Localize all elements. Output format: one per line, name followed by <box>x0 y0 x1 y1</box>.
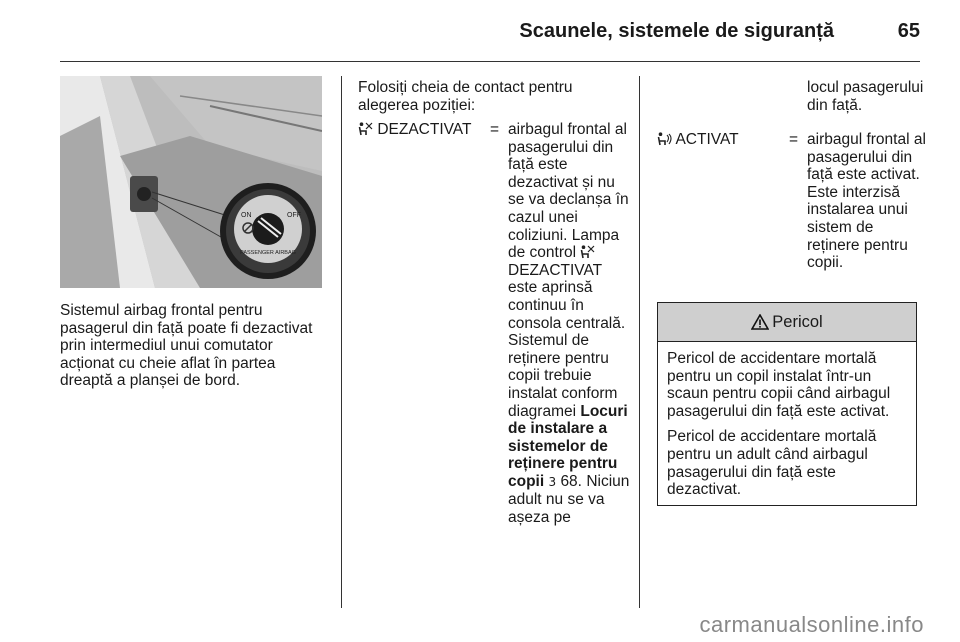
entry-term: ACTIVAT <box>657 131 739 149</box>
warning-triangle-icon <box>751 314 769 330</box>
danger-paragraph: Pericol de accidentare mortală pentru un adult când airbagul pasagerului din față este dezactivat. <box>667 428 877 499</box>
entry-description: airbagul frontal al pasagerului din față este activat. Este interzisă instalarea unui sistem de reținere pentru copii. <box>807 131 926 272</box>
page-number: 65 <box>897 20 920 42</box>
figure-caption: Sistemul airbag frontal pentru pasagerul din față poate fi dezactivat prin intermediul unui comutator acționat cu cheie aflat în partea dreaptă a planșei de bord. <box>60 302 313 390</box>
page-ref-arrow-icon: 3 <box>548 474 557 489</box>
entry-description: airbagul frontal al pasagerului din față este dezactivat și nu se va declanșa în cazul unei coliziuni. Lampa de control DEZACTIVAT este aprinsă continuu în consola centrală. Sistemul de reținere pentru copii trebuie instalat conform diagramei Locuri de instalare a sistemelor de reținere pentru copii 3 68. Niciun adult nu se va așeza pe <box>508 121 630 527</box>
entry-term: DEZACTIVAT <box>358 121 471 139</box>
danger-body <box>658 342 916 499</box>
column-divider-left <box>341 76 342 608</box>
page-header <box>60 0 920 62</box>
airbag-off-icon <box>358 122 373 136</box>
continuation-text: locul pasagerului din față. <box>807 79 924 114</box>
dial-label-on: ON <box>241 212 252 219</box>
entry-activated <box>657 131 927 301</box>
danger-paragraph: Pericol de accidentare mortală pentru un copil instalat într-un scaun pentru copii când airbagul pasagerului din față este activat. <box>667 350 891 420</box>
airbag-off-icon <box>580 245 595 259</box>
column-divider-right <box>639 76 640 608</box>
danger-header <box>658 303 916 342</box>
watermark: carmanualsonline.info <box>699 612 924 637</box>
page-ref-number: 68. <box>560 472 582 490</box>
dial-label-off: OFF <box>287 212 301 219</box>
danger-title: Pericol <box>772 312 823 331</box>
airbag-on-icon <box>657 132 672 146</box>
airbag-switch-photo <box>60 76 322 288</box>
header-rule <box>60 61 920 62</box>
page-title: Scaunele, sistemele de siguranță <box>519 20 834 42</box>
child-seat-locations-link[interactable]: Locuri de instalare a sistemelor de reținere pentru copii <box>508 402 628 490</box>
intro-paragraph: Folosiți cheia de contact pentru alegerea poziției: <box>358 79 573 114</box>
dial-label-bottom: PASSENGER AIRBAG <box>240 250 296 256</box>
entry-deactivated <box>358 121 628 591</box>
danger-warning-box <box>657 302 917 506</box>
entry-equals: = <box>789 131 799 148</box>
entry-equals: = <box>490 121 500 138</box>
